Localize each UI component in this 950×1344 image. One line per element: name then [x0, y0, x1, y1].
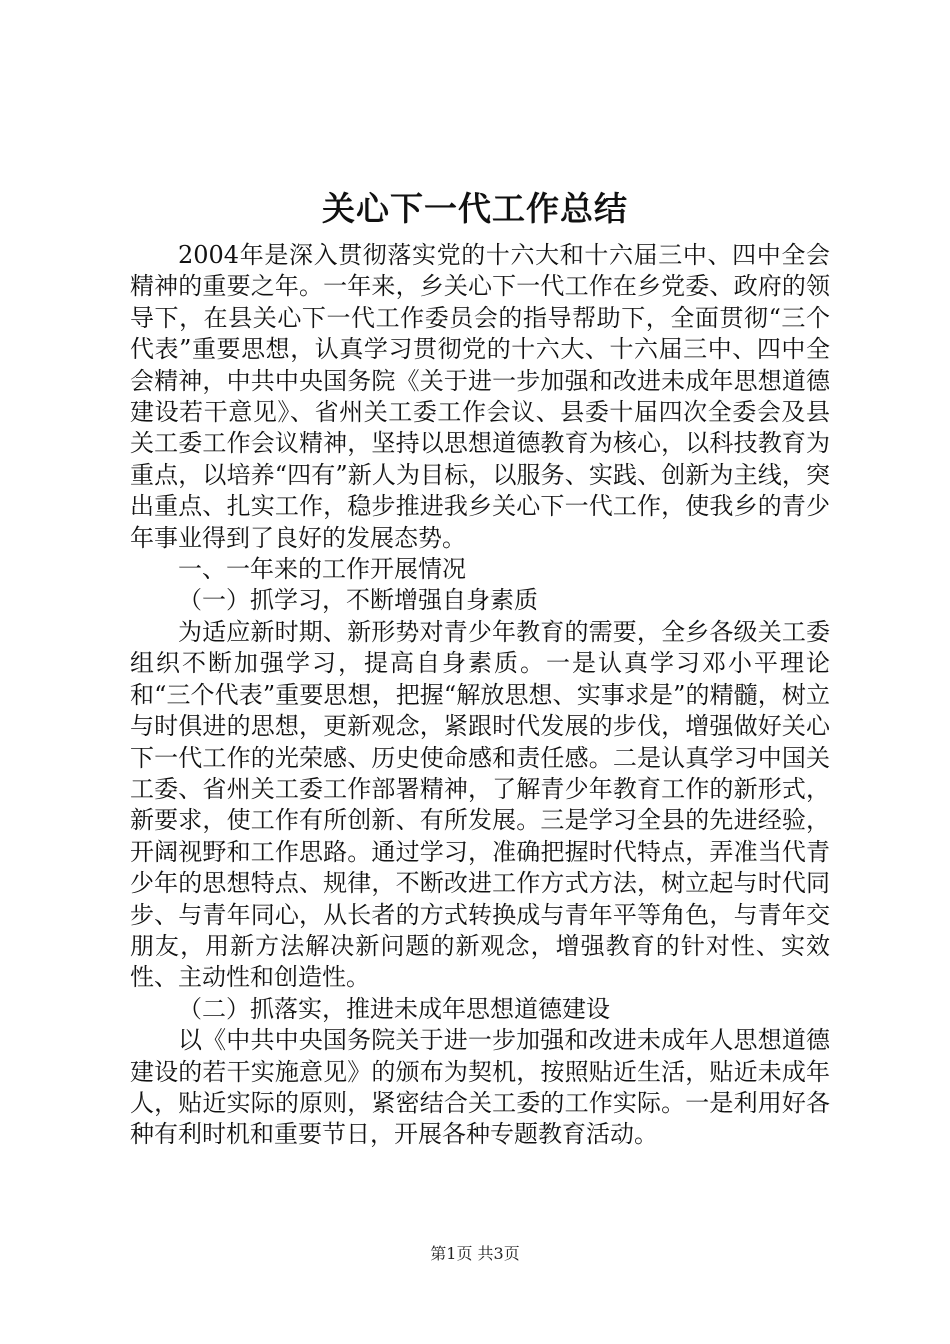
paragraph-study: 为适应新时期、新形势对青少年教育的需要，全乡各级关工委组织不断加强学习，提高自身素质。一是认真学习邓小平理论和“三个代表”重要思想，把握“解放思想、实事求是”的精髓，树立与时俱进的思想，更新观念，紧跟时代发展的步伐，增强做好关心下一代工作的光荣感、历史使命感和责任感。二是认真学习中国关工委、省州关工委工作部署精神，了解青少年教育工作的新形式，新要求，使工作有所创新、有所发展。三是学习全县的先进经验，开阔视野和工作思路。通过学习，准确把握时代特点，弄准当代青少年的思想特点、规律，不断改进工作方式方法，树立起与时代同步、与青年同心，从长者的方式转换成与青年平等角色，与青年交朋友，用新方法解决新问题的新观念，增强教育的针对性、实效性、主动性和创造性。 [130, 617, 830, 992]
section-heading: 一、一年来的工作开展情况 [178, 555, 466, 584]
paragraph-implementation: 以《中共中央国务院关于进一步加强和改进未成年人思想道德建设的若干实施意见》的颁布为契机，按照贴近生活，贴近未成年人，贴近实际的原则，紧密结合关工委的工作实际。一是利用好各种有利时机和重要节日，开展各种专题教育活动。 [130, 1026, 830, 1149]
page-footer: 第1页 共3页 [430, 1244, 520, 1263]
document-title: 关心下一代工作总结 [322, 189, 628, 228]
subsection-heading-1: （一）抓学习，不断增强自身素质 [178, 586, 538, 615]
document-body [130, 240, 830, 1151]
paragraph-intro: 2004年是深入贯彻落实党的十六大和十六届三中、四中全会精神的重要之年。一年来，乡关心下一代工作在乡党委、政府的领导下，在县关心下一代工作委员会的指导帮助下，全面贯彻“三个代表”重要思想，认真学习贯彻党的十六大、十六届三中、四中全会精神，中共中央国务院《关于进一步加强和改进未成年思想道德建设若干意见》、省州关工委工作会议、县委十届四次全委会及县关工委工作会议精神，坚持以思想道德教育为核心，以科技教育为重点，以培养“四有”新人为目标，以服务、实践、创新为主线，突出重点、扎实工作，稳步推进我乡关心下一代工作，使我乡的青少年事业得到了良好的发展态势。 [130, 241, 830, 552]
subsection-heading-2: （二）抓落实，推进未成年思想道德建设 [178, 994, 610, 1023]
